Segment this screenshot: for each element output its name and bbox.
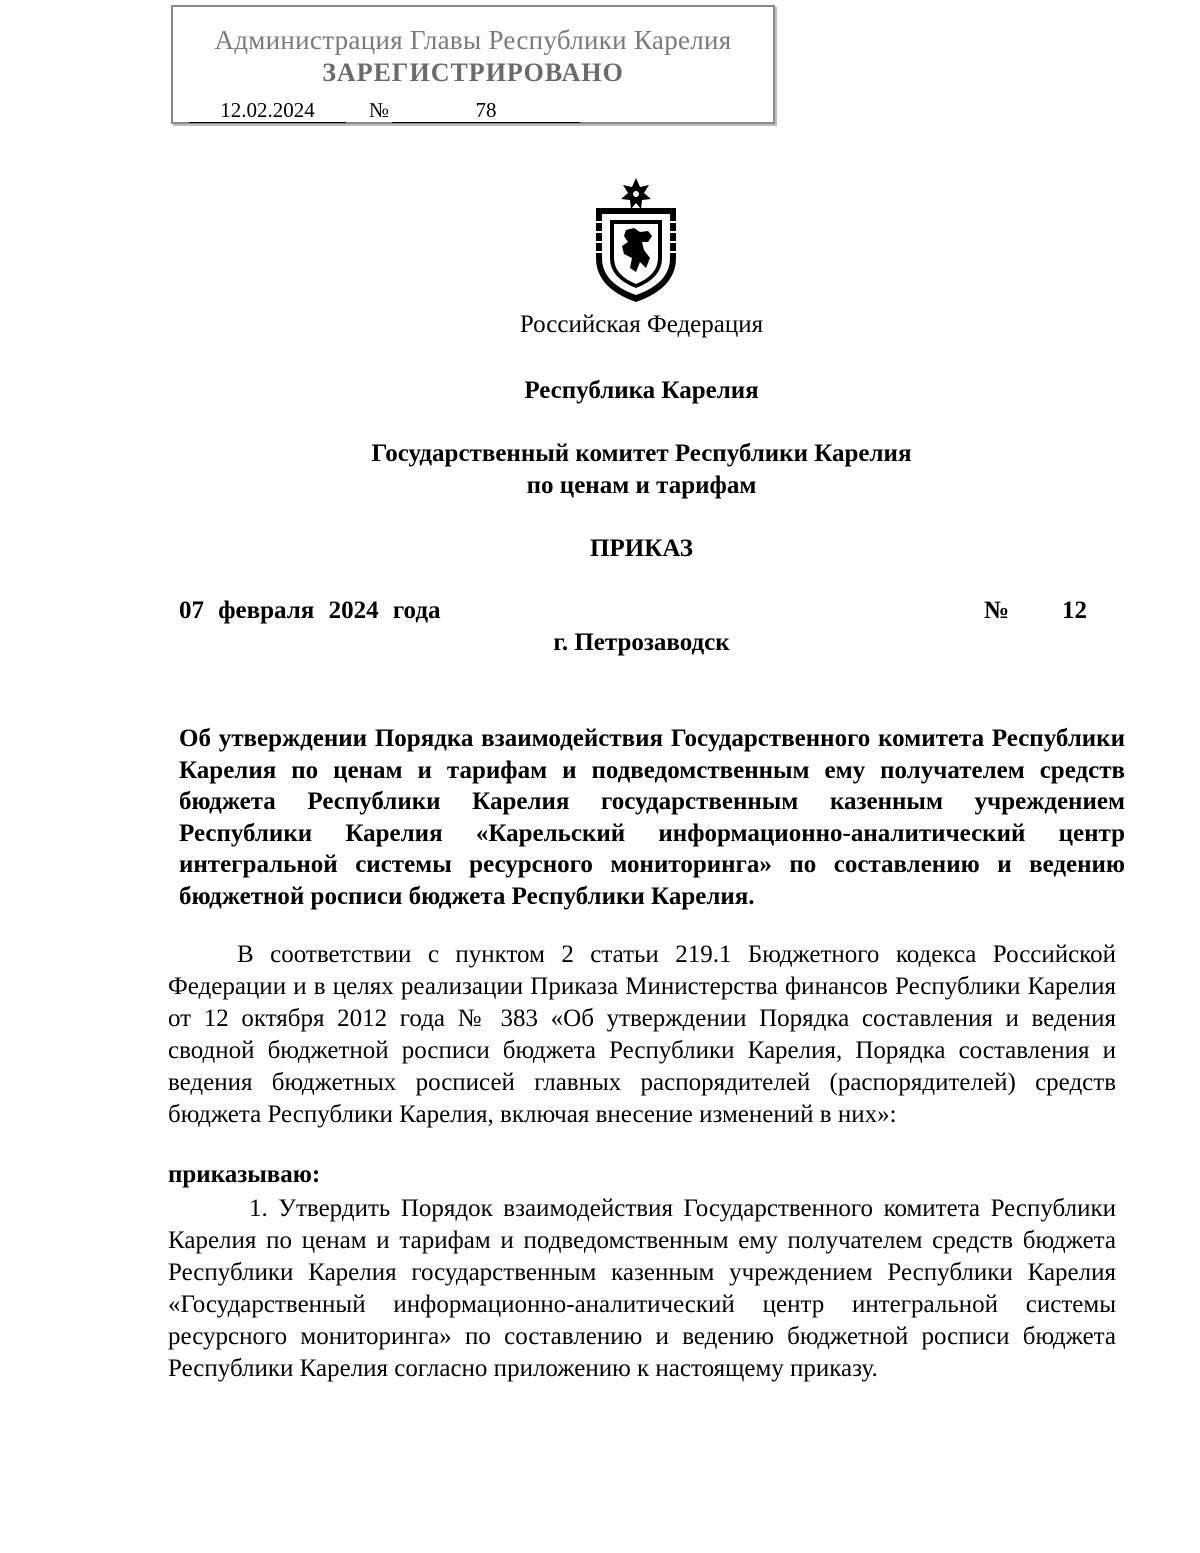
order-date: 07 февраля 2024 года (179, 597, 441, 624)
stamp-date: 12.02.2024 (189, 98, 346, 123)
stamp-authority: Администрация Главы Республики Карелия (214, 25, 732, 55)
order-number: 12 (1062, 597, 1087, 624)
karelia-coat-of-arms-icon (588, 176, 684, 304)
committee-name-line1: Государственный комитет Республики Карелия (371, 440, 912, 467)
city: г. Петрозаводск (553, 629, 730, 656)
registration-stamp (171, 5, 775, 124)
stamp-number-sign: № (369, 98, 390, 122)
country-name: Российская Федерация (519, 311, 764, 338)
order-item-1: 1. Утвердить Порядок взаимодействия Государственного комитета Республики Карелия по ценам и тарифам и подведомственным ему получателем средств бюджета Республики Карелия государственным казенным учреждением Республики Карелия «Государственный информационно-аналитический центр интегральной системы ресурсного мониторинга» по составлению и ведению бюджетной росписи бюджета Республики Карелия согласно приложению к настоящему приказу. (168, 1195, 1116, 1382)
order-number-sign: № (984, 597, 1010, 624)
stamp-registered: ЗАРЕГИСТРИРОВАНО (322, 58, 624, 87)
preamble-paragraph: В соответствии с пунктом 2 статьи 219.1 Бюджетного кодекса Российской Федерации и в целях реализации Приказа Министерства финансов Республики Карелия от 12 октября 2012 года № 383 «Об утверждении Порядка составления и ведения сводной бюджетной росписи бюджета Республики Карелия, Порядка составления и ведения бюджетных росписей главных распорядителей (распорядителей) средств бюджета Республики Карелия, включая внесение изменений в них»: (168, 941, 1116, 1128)
document-type: ПРИКАЗ (590, 535, 693, 562)
order-word: приказываю: (168, 1161, 321, 1188)
document-title: Об утверждении Порядка взаимодействия Государственного комитета Республики Карелия по ценам и тарифам и подведомственным ему получателем средств бюджета Республики Карелия государственным казенным учреждением Республики Карелия «Карельский информационно-аналитический центр интегральной системы ресурсного мониторинга» по составлению и ведению бюджетной росписи бюджета Республики Карелия. (179, 725, 1125, 910)
committee-name-line2: по ценам и тарифам (526, 472, 757, 499)
republic-name: Республика Карелия (524, 377, 759, 404)
stamp-number: 78 (392, 98, 580, 123)
